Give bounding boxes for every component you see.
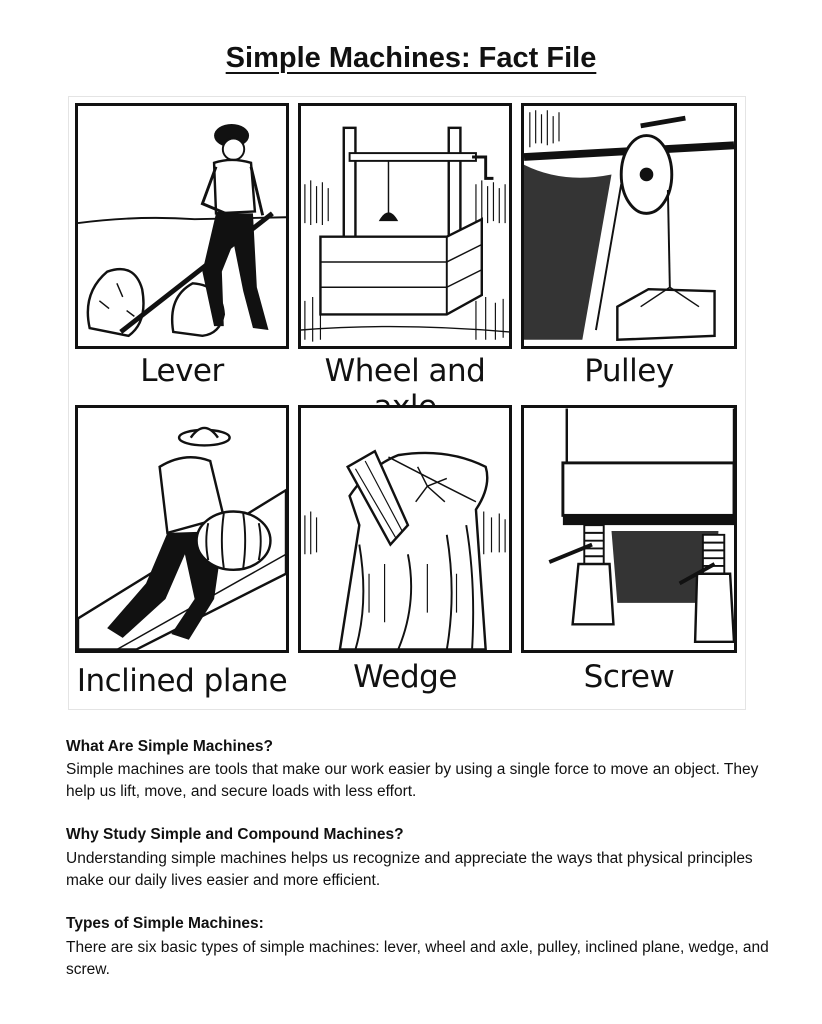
screw-illustration — [521, 405, 737, 653]
machine-label-pulley: Pulley — [584, 353, 674, 389]
machine-label-inclined-plane: Inclined plane — [76, 663, 288, 699]
section-heading-what-are: What Are Simple Machines? — [66, 738, 273, 755]
section-body-what-are: Simple machines are tools that make our work easier by using a single force to move an object. They help us lift, move, and secure loads with less effort. — [66, 761, 759, 800]
wheel-and-axle-illustration — [298, 103, 512, 349]
section-body-why-study: Understanding simple machines helps us recognize and appreciate the ways that physical principles make our daily lives easier and more efficient. — [66, 850, 753, 889]
inclined-plane-illustration — [75, 405, 289, 653]
wedge-illustration — [298, 405, 512, 653]
pulley-illustration — [521, 103, 737, 349]
lever-illustration — [75, 103, 289, 349]
machine-label-wheel-and-axle: Wheel and — [324, 353, 486, 389]
page-title: Simple Machines: Fact File — [225, 42, 597, 74]
section-heading-why-study: Why Study Simple and Compound Machines? — [66, 826, 404, 843]
section-body-types: There are six basic types of simple machines: lever, wheel and axle, pulley, inclined plane, wedge, and screw. — [66, 939, 769, 978]
machine-label-lever: Lever — [140, 353, 224, 389]
machine-label-screw: Screw — [583, 659, 675, 695]
machine-label-wedge: Wedge — [353, 659, 457, 695]
machines-illustration — [68, 96, 746, 710]
section-heading-types: Types of Simple Machines: — [66, 915, 264, 932]
